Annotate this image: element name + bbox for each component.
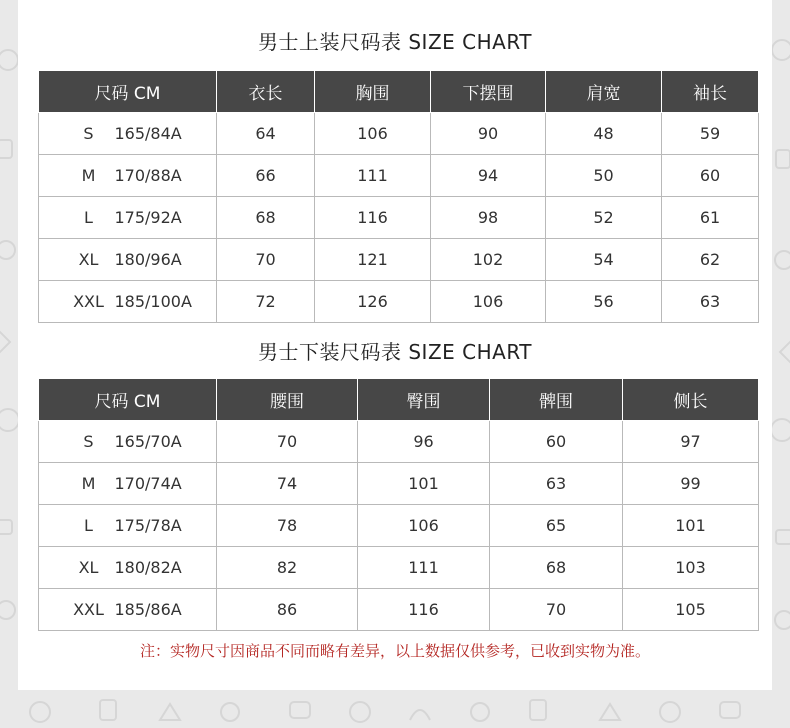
- header-length: 衣长: [217, 71, 315, 113]
- value-cell: 68: [490, 547, 623, 589]
- value-cell: 78: [217, 505, 358, 547]
- header-sleeve: 袖长: [662, 71, 759, 113]
- value-cell: 86: [217, 589, 358, 631]
- size-cell: [39, 421, 217, 463]
- size-code: 180/82A: [114, 558, 182, 577]
- value-cell: 70: [490, 589, 623, 631]
- size-code: 175/92A: [114, 208, 182, 227]
- value-cell: 60: [662, 155, 759, 197]
- value-cell: 74: [217, 463, 358, 505]
- value-cell: 116: [315, 197, 431, 239]
- top-chart-title: 男士上装尺码表 SIZE CHART: [258, 30, 532, 54]
- table-row: [39, 421, 759, 463]
- value-cell: 59: [662, 113, 759, 155]
- value-cell: 72: [217, 281, 315, 323]
- size-cell: [39, 463, 217, 505]
- disclaimer-note: 注：实物尺寸因商品不同而略有差异，以上数据仅供参考，已收到实物为准。: [139, 642, 650, 660]
- size-label: S: [83, 432, 94, 451]
- value-cell: 63: [490, 463, 623, 505]
- value-cell: 116: [358, 589, 490, 631]
- header-size: 尺码 CM: [39, 71, 217, 113]
- value-cell: 96: [358, 421, 490, 463]
- value-cell: 90: [431, 113, 546, 155]
- value-cell: 70: [217, 421, 358, 463]
- header-outseam: 侧长: [623, 379, 759, 421]
- value-cell: 101: [358, 463, 490, 505]
- value-cell: 106: [431, 281, 546, 323]
- value-cell: 64: [217, 113, 315, 155]
- value-cell: 82: [217, 547, 358, 589]
- size-code: 165/70A: [114, 432, 182, 451]
- value-cell: 66: [217, 155, 315, 197]
- size-code: 170/74A: [114, 474, 182, 493]
- header-hip: 臀围: [358, 379, 490, 421]
- value-cell: 121: [315, 239, 431, 281]
- header-chest: 胸围: [315, 71, 431, 113]
- value-cell: 68: [217, 197, 315, 239]
- value-cell: 111: [358, 547, 490, 589]
- value-cell: 105: [623, 589, 759, 631]
- size-label: S: [83, 124, 94, 143]
- size-label: XXL: [73, 600, 104, 619]
- size-label: L: [84, 516, 93, 535]
- size-label: L: [84, 208, 93, 227]
- table-row: [39, 463, 759, 505]
- size-cell: [39, 197, 217, 239]
- header-hem: 下摆围: [431, 71, 546, 113]
- value-cell: 61: [662, 197, 759, 239]
- value-cell: 101: [623, 505, 759, 547]
- table-row: [39, 197, 759, 239]
- value-cell: 102: [431, 239, 546, 281]
- value-cell: 60: [490, 421, 623, 463]
- size-cell: [39, 113, 217, 155]
- bottom-size-table: [38, 378, 759, 631]
- size-code: 165/84A: [114, 124, 182, 143]
- value-cell: 98: [431, 197, 546, 239]
- table-row: [39, 239, 759, 281]
- value-cell: 52: [546, 197, 662, 239]
- value-cell: 126: [315, 281, 431, 323]
- size-code: 180/96A: [114, 250, 182, 269]
- size-label: XL: [78, 558, 99, 577]
- size-label: XL: [78, 250, 99, 269]
- table-row: [39, 113, 759, 155]
- header-thigh: 髀围: [490, 379, 623, 421]
- size-code: 175/78A: [114, 516, 182, 535]
- size-label: M: [81, 474, 96, 493]
- header-shoulder: 肩宽: [546, 71, 662, 113]
- size-code: 170/88A: [114, 166, 182, 185]
- size-label: XXL: [73, 292, 104, 311]
- size-cell: [39, 505, 217, 547]
- size-chart-card: [18, 0, 772, 690]
- value-cell: 106: [315, 113, 431, 155]
- size-cell: [39, 239, 217, 281]
- value-cell: 62: [662, 239, 759, 281]
- value-cell: 103: [623, 547, 759, 589]
- size-code: 185/86A: [114, 600, 182, 619]
- table-header-row: [39, 379, 759, 421]
- value-cell: 65: [490, 505, 623, 547]
- table-header-row: [39, 71, 759, 113]
- value-cell: 63: [662, 281, 759, 323]
- table-row: [39, 505, 759, 547]
- size-cell: [39, 155, 217, 197]
- header-size: 尺码 CM: [39, 379, 217, 421]
- value-cell: 106: [358, 505, 490, 547]
- table-row: [39, 155, 759, 197]
- value-cell: 97: [623, 421, 759, 463]
- value-cell: 50: [546, 155, 662, 197]
- table-row: [39, 547, 759, 589]
- value-cell: 48: [546, 113, 662, 155]
- size-cell: [39, 589, 217, 631]
- header-waist: 腰围: [217, 379, 358, 421]
- top-size-table: [38, 70, 759, 323]
- bottom-chart-title: 男士下装尺码表 SIZE CHART: [258, 340, 532, 364]
- table-row: [39, 281, 759, 323]
- size-label: M: [81, 166, 96, 185]
- value-cell: 111: [315, 155, 431, 197]
- size-cell: [39, 281, 217, 323]
- size-code: 185/100A: [114, 292, 192, 311]
- value-cell: 70: [217, 239, 315, 281]
- value-cell: 94: [431, 155, 546, 197]
- value-cell: 54: [546, 239, 662, 281]
- table-row: [39, 589, 759, 631]
- value-cell: 56: [546, 281, 662, 323]
- value-cell: 99: [623, 463, 759, 505]
- size-cell: [39, 547, 217, 589]
